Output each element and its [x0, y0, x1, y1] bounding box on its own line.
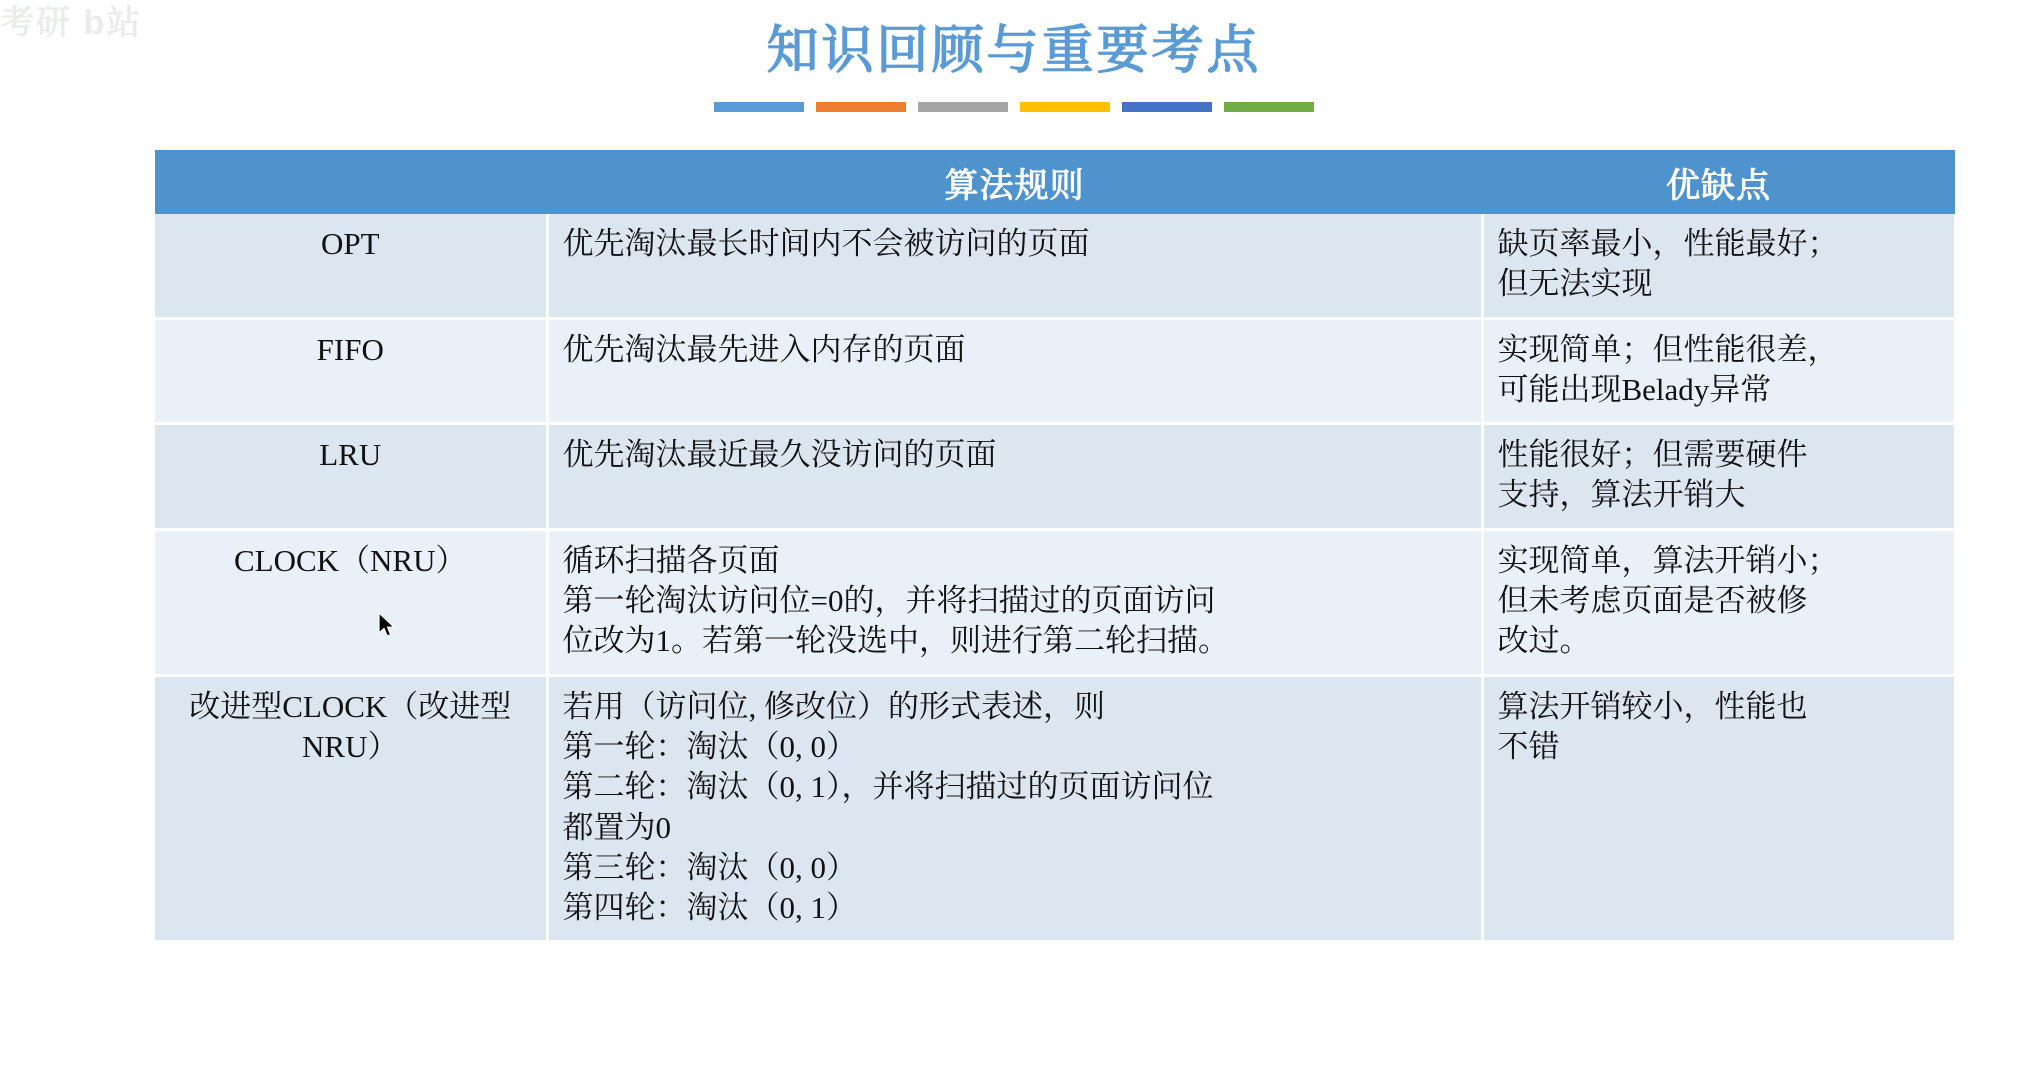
bottom-bar — [0, 1073, 2028, 1081]
divider-segment-4 — [1020, 102, 1110, 112]
table-header-rule: 算法规则 — [547, 150, 1482, 214]
comparison-table-wrapper — [155, 150, 1955, 943]
note-line: 但无法实现 — [1497, 266, 1653, 302]
note-line: 实现简单，算法开销小； — [1497, 542, 1839, 578]
note-line: 缺页率最小，性能最好； — [1497, 226, 1839, 261]
rule-line: 第一轮淘汰访问位=0的，并将扫描过的页面访问 — [562, 583, 1216, 619]
note-line: 算法开销较小，性能也 — [1497, 688, 1808, 724]
table-row — [155, 675, 1955, 942]
table-header — [155, 150, 1955, 214]
rule-line: 优先淘汰最近最久没访问的页面 — [562, 437, 997, 473]
table-body — [155, 214, 1955, 942]
cell-algorithm-name: 改进型CLOCK（改进型NRU） — [155, 675, 547, 942]
cell-pros-cons — [1482, 214, 1955, 318]
table-header-row — [155, 150, 1955, 214]
rule-line: 若用（访问位, 修改位）的形式表述，则 — [562, 688, 1105, 724]
cell-algorithm-rule — [547, 675, 1482, 942]
table-row — [155, 424, 1955, 530]
rule-line: 循环扫描各页面 — [562, 542, 780, 578]
note-line: 不错 — [1497, 728, 1560, 764]
rule-line: 优先淘汰最长时间内不会被访问的页面 — [562, 226, 1090, 261]
title-divider — [714, 102, 1314, 112]
note-line: 支持，算法开销大 — [1497, 477, 1746, 513]
table-row — [155, 318, 1955, 424]
cell-pros-cons — [1482, 424, 1955, 530]
cell-pros-cons — [1482, 318, 1955, 424]
cell-algorithm-name: CLOCK（NRU） — [155, 529, 547, 675]
rule-line: 第二轮：淘汰（0, 1），并将扫描过的页面访问位 — [562, 769, 1214, 805]
note-line: 性能很好；但需要硬件 — [1497, 437, 1808, 473]
rule-line: 第四轮：淘汰（0, 1） — [562, 890, 857, 926]
cell-algorithm-rule — [547, 424, 1482, 530]
cell-algorithm-rule — [547, 214, 1482, 318]
table-row — [155, 214, 1955, 318]
divider-segment-6 — [1224, 102, 1314, 112]
table-header-algorithm — [155, 150, 547, 214]
rule-line: 优先淘汰最先进入内存的页面 — [562, 331, 966, 367]
divider-segment-2 — [816, 102, 906, 112]
divider-segment-3 — [918, 102, 1008, 112]
note-line: 实现简单；但性能很差， — [1497, 331, 1839, 367]
cell-algorithm-name: FIFO — [155, 318, 547, 424]
rule-line: 第三轮：淘汰（0, 0） — [562, 849, 857, 885]
cell-algorithm-rule — [547, 318, 1482, 424]
divider-segment-5 — [1122, 102, 1212, 112]
rule-line: 位改为1。若第一轮没选中，则进行第二轮扫描。 — [562, 623, 1229, 659]
note-line: 但未考虑页面是否被修 — [1497, 583, 1808, 619]
watermark-text: 考研 b站 — [0, 4, 143, 42]
note-line: 改过。 — [1497, 623, 1591, 659]
note-line: 可能出现Belady异常 — [1497, 371, 1772, 407]
cell-algorithm-name: OPT — [155, 214, 547, 318]
page-title: 知识回顾与重要考点 — [766, 23, 1262, 80]
table-row — [155, 529, 1955, 675]
rule-line: 都置为0 — [562, 809, 671, 845]
cell-algorithm-rule — [547, 529, 1482, 675]
cell-pros-cons — [1482, 529, 1955, 675]
divider-segment-1 — [714, 102, 804, 112]
comparison-table — [155, 150, 1957, 943]
cell-pros-cons — [1482, 675, 1955, 942]
rule-line: 第一轮：淘汰（0, 0） — [562, 728, 857, 764]
cell-algorithm-name: LRU — [155, 424, 547, 530]
table-header-prosandcons: 优缺点 — [1482, 150, 1955, 214]
